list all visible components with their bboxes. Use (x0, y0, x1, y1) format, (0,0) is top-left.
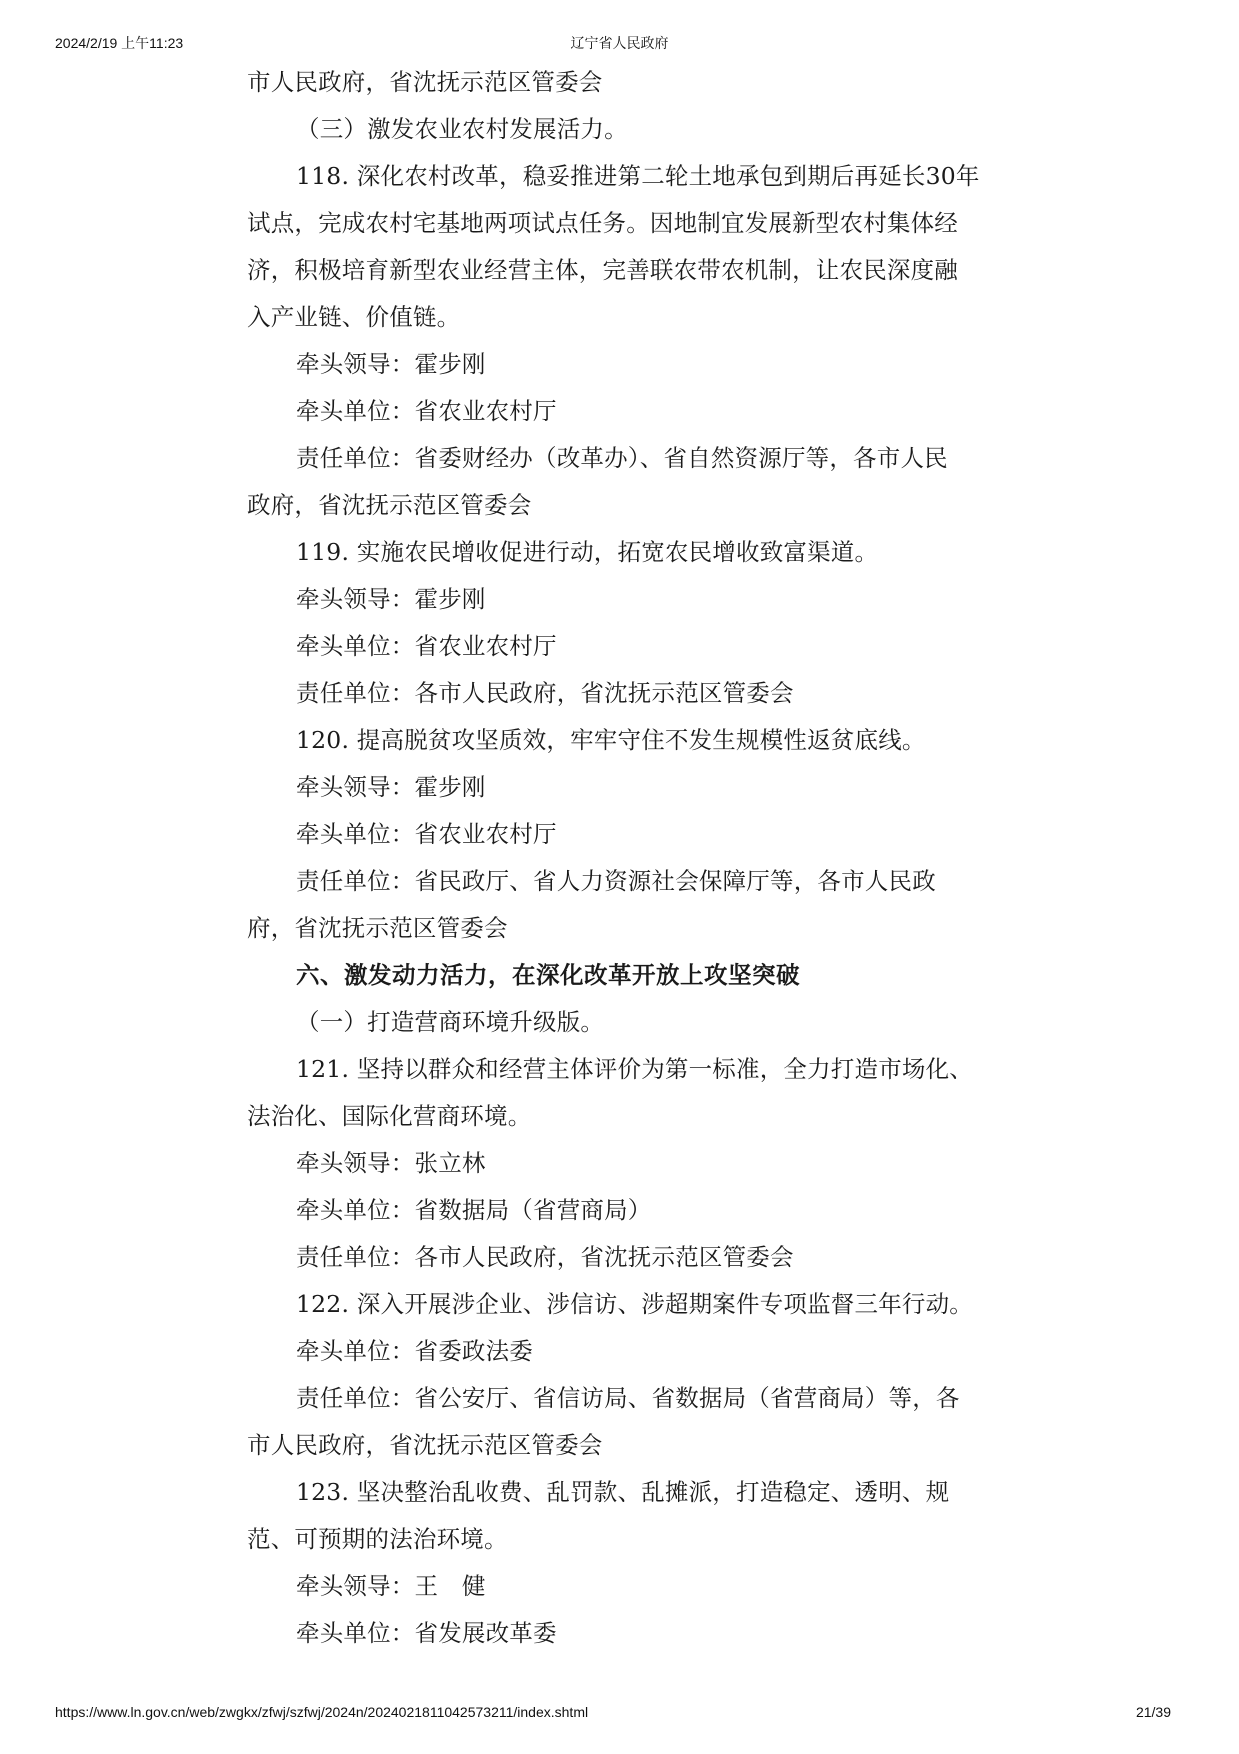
lead-leader: 牵头领导：霍步刚 (296, 350, 486, 378)
text-line: 法治化、国际化营商环境。 (247, 1102, 532, 1130)
item-118-text: 118. 深化农村改革，稳妥推进第二轮土地承包到期后再延长30年 (296, 162, 980, 190)
lead-unit: 牵头单位：省农业农村厅 (296, 632, 557, 660)
responsible-units: 责任单位：省公安厅、省信访局、省数据局（省营商局）等，各 (296, 1384, 960, 1412)
text-line: 政府，省沈抚示范区管委会 (247, 491, 532, 519)
item-120-text: 120. 提高脱贫攻坚质效，牢牢守住不发生规模性返贫底线。 (296, 726, 926, 754)
lead-leader: 牵头领导：张立林 (296, 1149, 486, 1177)
lead-leader: 牵头领导：王 健 (296, 1572, 486, 1600)
lead-unit: 牵头单位：省农业农村厅 (296, 820, 557, 848)
print-url: https://www.ln.gov.cn/web/zwgkx/zfwj/szfwj/2024n/2024021811042573211/index.shtml (55, 1704, 589, 1720)
lead-unit: 牵头单位：省委政法委 (296, 1337, 533, 1365)
responsible-units: 责任单位：省民政厅、省人力资源社会保障厅等，各市人民政 (296, 867, 936, 895)
text-line: 市人民政府，省沈抚示范区管委会 (247, 68, 603, 96)
subsection-heading: （三）激发农业农村发展活力。 (296, 115, 628, 143)
item-123-text: 123. 坚决整治乱收费、乱罚款、乱摊派，打造稳定、透明、规 (296, 1478, 950, 1506)
lead-unit: 牵头单位：省发展改革委 (296, 1619, 557, 1647)
text-line: 市人民政府，省沈抚示范区管委会 (247, 1431, 603, 1459)
item-119-text: 119. 实施农民增收促进行动，拓宽农民增收致富渠道。 (296, 538, 879, 566)
responsible-units: 责任单位：省委财经办（改革办）、省自然资源厅等，各市人民 (296, 444, 948, 472)
page-number: 21/39 (1135, 1704, 1171, 1720)
subsection-heading: （一）打造营商环境升级版。 (296, 1008, 605, 1036)
lead-unit: 牵头单位：省数据局（省营商局） (296, 1196, 652, 1224)
text-line: 试点，完成农村宅基地两项试点任务。因地制宜发展新型农村集体经 (247, 209, 958, 237)
item-121-text: 121. 坚持以群众和经营主体评价为第一标准，全力打造市场化、 (296, 1055, 973, 1083)
print-title: 辽宁省人民政府 (570, 35, 669, 51)
lead-unit: 牵头单位：省农业农村厅 (296, 397, 557, 425)
responsible-units: 责任单位：各市人民政府，省沈抚示范区管委会 (296, 679, 794, 707)
text-line: 府，省沈抚示范区管委会 (247, 914, 508, 942)
print-date: 2024/2/19 上午11:23 (55, 35, 184, 51)
text-line: 入产业链、价值链。 (247, 303, 461, 331)
lead-leader: 牵头领导：霍步刚 (296, 585, 486, 613)
item-122-text: 122. 深入开展涉企业、涉信访、涉超期案件专项监督三年行动。 (296, 1290, 973, 1318)
text-line: 济，积极培育新型农业经营主体，完善联农带农机制，让农民深度融 (247, 256, 958, 284)
responsible-units: 责任单位：各市人民政府，省沈抚示范区管委会 (296, 1243, 794, 1271)
lead-leader: 牵头领导：霍步刚 (296, 773, 486, 801)
text-line: 范、可预期的法治环境。 (247, 1525, 508, 1553)
section-heading: 六、激发动力活力，在深化改革开放上攻坚突破 (296, 961, 800, 989)
